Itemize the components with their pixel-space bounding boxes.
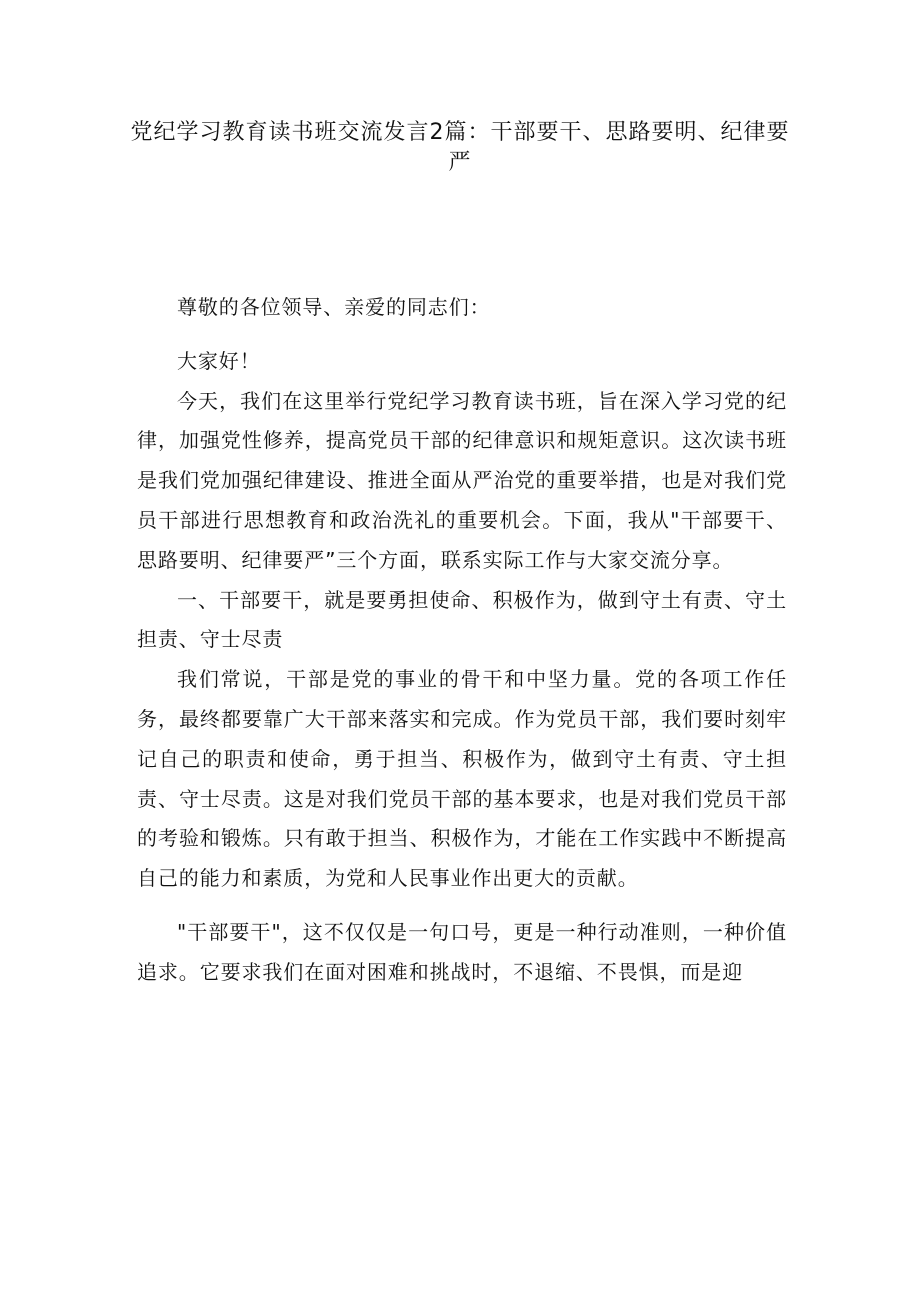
intro-paragraph: 今天，我们在这里举行党纪学习教育读书班，旨在深入学习党的纪律，加强党性修养，提高党员干部的纪律意识和规矩意识。这次读书班是我们党加强纪律建设、推进全面从严治党的重要举措，也是对我们党员干部进行思想教育和政治洗礼的重要机会。下面，我从"干部要干、思路要明、纪律要严”三个方面，联系实际工作与大家交流分享。 <box>137 388 787 572</box>
salutation-paragraph: 尊敬的各位领导、亲爱的同志们： <box>177 295 491 319</box>
section-heading-one: 一、干部要干，就是要勇担使命、积极作为，做到守土有责、守土担责、守士尽责 <box>137 587 787 652</box>
greeting-paragraph: 大家好！ <box>177 348 261 373</box>
body-paragraph: "干部要干"，这不仅仅是一句口号，更是一种行动准则，一种价值追求。它要求我们在面对困难和挑战时，不退缩、不畏惧，而是迎 <box>137 919 787 984</box>
document-title: 党纪学习教育读书班交流发言2篇：干部要干、思路要明、纪律要严 <box>130 120 790 175</box>
body-paragraph: 我们常说，干部是党的事业的骨干和中坚力量。党的各项工作任务，最终都要靠广大干部来落实和完成。作为党员干部，我们要时刻牢记自己的职责和使命，勇于担当、积极作为，做到守土有责、守土担责、守士尽责。这是对我们党员干部的基本要求，也是对我们党员干部的考验和锻炼。只有敢于担当、积极作为，才能在工作实践中不断提高自己的能力和素质，为党和人民事业作出更大的贡献。 <box>137 667 787 891</box>
document-body <box>137 288 787 993</box>
